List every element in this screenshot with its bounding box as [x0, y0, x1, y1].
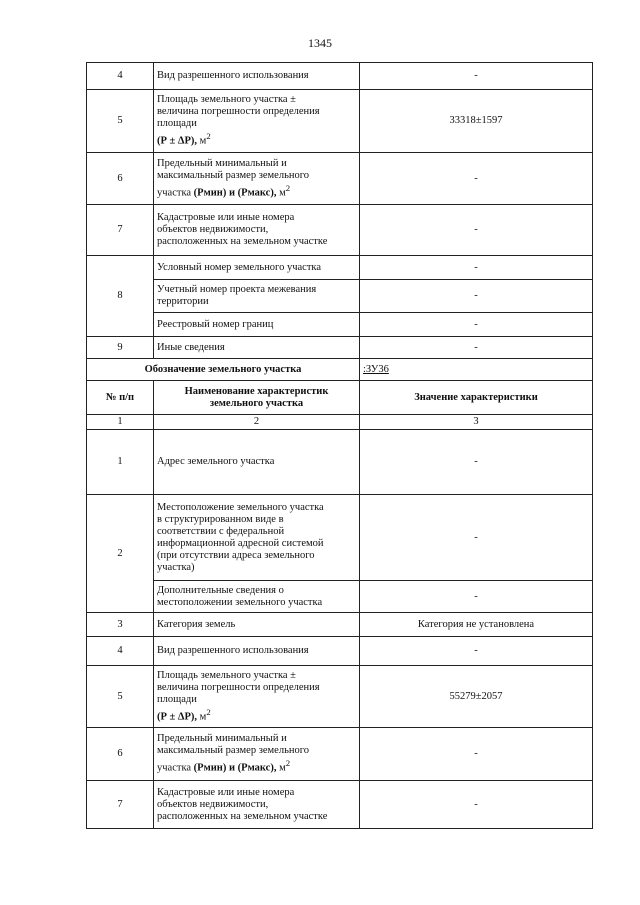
row-number: 5 — [87, 90, 154, 153]
row-number: 4 — [87, 637, 154, 666]
name-line: Предельный минимальный и — [157, 733, 287, 745]
characteristic-name — [154, 153, 360, 205]
name-line: Кадастровые или иные номера — [157, 786, 295, 798]
characteristic-name — [154, 666, 360, 728]
header-line: земельного участка — [209, 397, 304, 409]
row-number: 6 — [87, 153, 154, 205]
name-line: объектов недвижимости, — [157, 798, 269, 810]
formula: (Р ± ΔР), — [157, 135, 198, 147]
characteristic-value: - — [360, 205, 593, 256]
characteristic-value: - — [360, 280, 593, 313]
unit-power: 2 — [206, 131, 211, 142]
characteristic-name — [154, 90, 360, 153]
characteristic-value: - — [360, 63, 593, 90]
characteristic-value: - — [360, 337, 593, 359]
table-row — [87, 581, 593, 613]
characteristic-value: - — [360, 728, 593, 781]
unit: м — [199, 711, 207, 723]
row-number: 3 — [87, 613, 154, 637]
row-number: 5 — [87, 666, 154, 728]
table-row — [87, 613, 593, 637]
row-number: 7 — [87, 781, 154, 829]
table-row — [87, 256, 593, 280]
name-line: информационной адресной системой — [157, 537, 324, 549]
and-label: и — [228, 762, 236, 774]
table-row — [87, 153, 593, 205]
row-number: 4 — [87, 63, 154, 90]
min-label: (Рмин) — [193, 187, 227, 199]
characteristic-name: Условный номер земельного участка — [154, 256, 360, 280]
name-line: Дополнительные сведения о — [157, 584, 284, 596]
column-number: 3 — [360, 415, 593, 430]
unit: м — [279, 187, 286, 199]
characteristic-value: 55279±2057 — [360, 666, 593, 728]
characteristic-name — [154, 205, 360, 256]
header-name — [154, 381, 360, 415]
characteristic-value: - — [360, 637, 593, 666]
name-line: объектов недвижимости, — [157, 224, 269, 235]
formula: (Р ± ΔР), — [157, 711, 198, 723]
name-line: территории — [157, 296, 209, 307]
table-row — [87, 781, 593, 829]
name-line: величина погрешности определения — [157, 106, 320, 118]
min-label: (Рмин) — [193, 762, 227, 774]
characteristic-value: - — [360, 256, 593, 280]
characteristic-value: - — [360, 581, 593, 613]
characteristic-name: Реестровый номер границ — [154, 313, 360, 337]
name-line: участка) — [157, 561, 195, 573]
name-line: участка — [157, 762, 192, 774]
table-row — [87, 280, 593, 313]
table-row — [87, 63, 593, 90]
name-line: расположенных на земельном участке — [157, 810, 328, 822]
name-line: максимальный размер земельного — [157, 745, 310, 757]
name-line: максимальный размер земельного — [157, 169, 310, 181]
characteristic-name: Вид разрешенного использования — [154, 637, 360, 666]
name-line: площади — [157, 118, 197, 130]
header-value: Значение характеристики — [360, 381, 593, 415]
max-label: (Рмакс), — [237, 762, 277, 774]
characteristic-name — [154, 280, 360, 313]
name-line: величина погрешности определения — [157, 681, 320, 693]
table-row — [87, 637, 593, 666]
characteristic-value: - — [360, 781, 593, 829]
row-number: 2 — [87, 495, 154, 613]
characteristic-name: Адрес земельного участка — [154, 430, 360, 495]
table-row — [87, 313, 593, 337]
designation-row — [87, 359, 593, 381]
name-line: Площадь земельного участка ± — [157, 669, 296, 681]
characteristic-name — [154, 581, 360, 613]
row-number: 6 — [87, 728, 154, 781]
characteristic-name: Вид разрешенного использования — [154, 63, 360, 90]
characteristic-name — [154, 781, 360, 829]
row-number: 7 — [87, 205, 154, 256]
unit: м — [199, 135, 207, 147]
characteristic-name: Иные сведения — [154, 337, 360, 359]
characteristic-value: - — [360, 313, 593, 337]
characteristic-name — [154, 495, 360, 581]
unit-power: 2 — [206, 706, 211, 717]
max-label: (Рмакс), — [237, 187, 277, 199]
and-label: и — [228, 187, 236, 199]
table-row — [87, 205, 593, 256]
designation-value — [360, 359, 593, 381]
name-line: Учетный номер проекта межевания — [157, 284, 317, 295]
row-number: 9 — [87, 337, 154, 359]
land-plot-table — [86, 62, 593, 829]
name-line: (при отсутствии адреса земельного — [157, 549, 315, 561]
name-line: Местоположение земельного участка — [157, 501, 324, 513]
table-row — [87, 337, 593, 359]
characteristic-value: - — [360, 430, 593, 495]
page-number: 1345 — [308, 36, 332, 50]
column-number-row — [87, 415, 593, 430]
unit-power: 2 — [285, 182, 291, 193]
name-line: участка — [157, 187, 192, 199]
column-number: 1 — [87, 415, 154, 430]
name-line: Площадь земельного участка ± — [157, 94, 296, 106]
characteristic-name: Категория земель — [154, 613, 360, 637]
table-row — [87, 495, 593, 581]
header-line: Наименование характеристик — [184, 385, 329, 397]
header-number: № п/п — [87, 381, 154, 415]
name-line: Предельный минимальный и — [157, 157, 287, 169]
column-number: 2 — [154, 415, 360, 430]
name-line: площади — [157, 693, 197, 705]
header-row — [87, 381, 593, 415]
unit: м — [279, 762, 286, 774]
row-number: 1 — [87, 430, 154, 495]
characteristic-name — [154, 728, 360, 781]
characteristic-value: Категория не установлена — [360, 613, 593, 637]
name-line: Кадастровые или иные номера — [157, 212, 295, 223]
plot-id: :ЗУ36 — [363, 363, 389, 375]
name-line: в структурированном виде в — [157, 513, 284, 525]
name-line: расположенных на земельном участке — [157, 236, 328, 247]
unit-power: 2 — [285, 758, 291, 769]
characteristic-value: - — [360, 495, 593, 581]
row-number: 8 — [87, 256, 154, 337]
name-line: местоположении земельного участка — [157, 596, 323, 608]
characteristic-value: - — [360, 153, 593, 205]
table-row — [87, 728, 593, 781]
table-row — [87, 430, 593, 495]
table-row — [87, 90, 593, 153]
designation-label: Обозначение земельного участка — [87, 359, 360, 381]
name-line: соответствии с федеральной — [157, 525, 285, 537]
table-row — [87, 666, 593, 728]
characteristic-value: 33318±1597 — [360, 90, 593, 153]
